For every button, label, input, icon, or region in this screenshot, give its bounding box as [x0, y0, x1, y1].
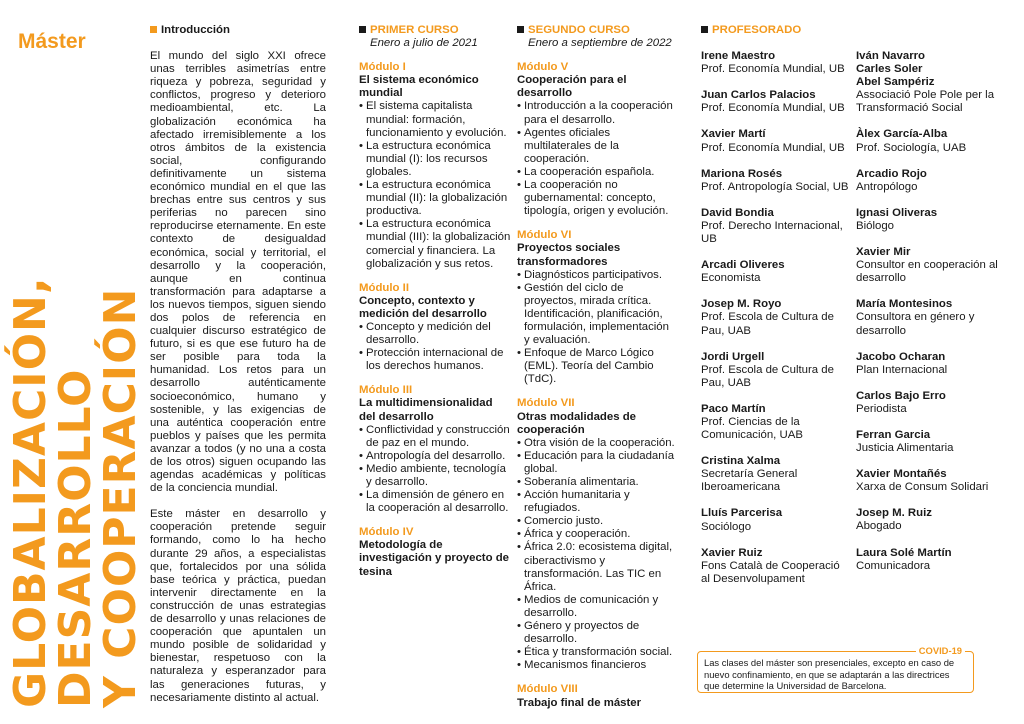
intro-paragraph-2: Este máster en desarrollo y cooperación pretende seguir formando, como lo ha hecho durante 29 años, a especialistas que, fortalecidos por una sólida base teórica y práctica, puedan intervenir directamente en la construcción de unas estrategias de desarrollo y unas relaciones de cooperación que apuntalen un mundo posible de solidaridad y bienestar, respetuoso con la naturaleza y esperanzador para las generaciones futuras, y necesariamente distinto al actual.	[150, 508, 326, 704]
module-item: • Diagnósticos participativos.	[517, 269, 675, 282]
professor-role: Prof. Ciencias de la Comunicación, UAB	[701, 415, 803, 442]
professor-role: Prof. Sociología, UAB	[856, 141, 967, 154]
profesorado-list-2	[856, 50, 1021, 573]
professor-entry	[701, 403, 851, 442]
module-item: • Enfoque de Marco Lógico (EML). Teoría del Cambio (TdC).	[517, 347, 675, 386]
primer-curso-modules	[359, 61, 511, 578]
primer-curso-heading	[359, 24, 511, 37]
professor-entry	[856, 507, 1021, 533]
professor-role: Consultora en género y desarrollo	[856, 311, 975, 337]
master-label: Máster	[18, 30, 86, 53]
module-item: • África 2.0: ecosistema digital, ciberactivismo y transformación. Las TIC en África.	[517, 541, 675, 593]
professor-entry	[701, 507, 851, 533]
module-item-list	[359, 321, 511, 373]
module-number: Módulo I	[359, 61, 406, 74]
vertical-title-line-1: GLOBALIZACIÓN,	[5, 276, 56, 708]
primer-curso-column	[359, 24, 511, 579]
module-title: Cooperación para el desarrollo	[517, 74, 627, 100]
vertical-title-line-3: Y COOPERACIÓN	[95, 287, 146, 708]
professor-name: Paco Martín	[701, 402, 766, 415]
intro-column	[150, 24, 326, 705]
primer-curso-heading-text: PRIMER CURSO	[370, 24, 459, 36]
professor-role: Economista	[701, 272, 761, 285]
intro-heading	[150, 24, 326, 37]
professor-role: Biólogo	[856, 219, 894, 232]
segundo-curso-period: Enero a septiembre de 2022	[528, 37, 672, 50]
module-number: Módulo IV	[359, 526, 414, 539]
professor-name: Arcadio Rojo	[856, 167, 927, 180]
module-item-list	[517, 100, 675, 218]
professor-entry	[701, 89, 851, 115]
segundo-curso-heading	[517, 24, 675, 37]
professor-entry	[701, 298, 851, 337]
professor-entry	[701, 547, 851, 586]
module-title: Trabajo final de máster	[517, 696, 642, 709]
module-number: Módulo II	[359, 281, 409, 294]
profesorado-heading-text: PROFESORADO	[712, 24, 802, 36]
professor-entry	[856, 351, 1021, 377]
professor-role: Prof. Economía Mundial, UB	[701, 141, 845, 154]
module-item-list	[517, 437, 675, 673]
module	[517, 683, 675, 709]
professor-entry	[856, 298, 1021, 337]
module-item: • Comercio justo.	[517, 515, 675, 528]
module-number: Módulo III	[359, 384, 413, 397]
module-item: • Gestión del ciclo de proyectos, mirada crítica. Identificación, planificación, formulación, implementación y evaluación.	[517, 282, 675, 347]
module-item: • África y cooperación.	[517, 528, 675, 541]
professor-entry	[701, 50, 851, 76]
professor-role: Prof. Antropología Social, UB	[701, 180, 849, 193]
module-item: • Medios de comunicación y desarrollo.	[517, 594, 675, 620]
square-bullet-icon	[150, 26, 157, 33]
professor-name: David Bondia	[701, 206, 774, 219]
covid-label: COVID-19	[916, 645, 965, 657]
profesorado-list-1	[701, 50, 851, 586]
module-item: • Medio ambiente, tecnología y desarrollo.	[359, 463, 511, 489]
module-title: Otras modalidades de cooperación	[517, 410, 637, 436]
module-item: • Género y proyectos de desarrollo.	[517, 620, 675, 646]
professor-role: Periodista	[856, 402, 907, 415]
module-item: • El sistema capitalista mundial: formación, funcionamiento y evolución.	[359, 100, 511, 139]
square-bullet-icon	[701, 26, 708, 33]
profesorado-heading	[701, 24, 851, 37]
module-item: • Mecanismos financieros	[517, 659, 675, 672]
professor-role: Consultor en cooperación al desarrollo	[856, 259, 998, 285]
professor-entry	[856, 390, 1021, 416]
module	[517, 229, 675, 386]
professor-role: Prof. Economía Mundial, UB	[701, 102, 845, 115]
professor-role: Sociólogo	[701, 520, 752, 533]
module-item: • La dimensión de género en la cooperación al desarrollo.	[359, 489, 511, 515]
professor-name: Iván Navarro Carles Soler Abel Sampériz	[856, 50, 935, 89]
segundo-curso-heading-text: SEGUNDO CURSO	[528, 24, 630, 36]
professor-entry	[856, 207, 1021, 233]
intro-heading-text: Introducción	[161, 24, 230, 36]
professor-name: Arcadi Oliveres	[701, 259, 785, 272]
module-item-list	[517, 269, 675, 387]
segundo-curso-modules	[517, 61, 675, 709]
module-number: Módulo VIII	[517, 683, 578, 696]
module-item: • Antropología del desarrollo.	[359, 450, 511, 463]
module	[517, 397, 675, 672]
professor-role: Abogado	[856, 520, 902, 533]
profesorado-column-2	[856, 50, 1021, 586]
module-title: Metodología de investigación y proyecto de tesina	[359, 539, 510, 578]
professor-name: Xavier Ruiz	[701, 546, 763, 559]
professor-role: Prof. Derecho Internacional, UB	[701, 219, 843, 246]
module	[359, 61, 511, 271]
professor-role: Xarxa de Consum Solidari	[856, 481, 989, 494]
professor-entry	[701, 455, 851, 494]
covid-notice-text: Las clases del máster son presenciales, excepto en caso de nuevo confinamiento, en que se adaptarán a las directrices que determine la Universidad de Barcelona.	[704, 657, 955, 692]
professor-entry	[701, 128, 851, 154]
professor-role: Associació Pole Pole per la Transformació Social	[856, 89, 995, 115]
module-title: Concepto, contexto y medición del desarrollo	[359, 294, 487, 320]
module	[517, 61, 675, 218]
professor-name: Juan Carlos Palacios	[701, 89, 816, 102]
module-title: Proyectos sociales transformadores	[517, 242, 621, 268]
module-item: • Conflictividad y construcción de paz en el mundo.	[359, 424, 511, 450]
professor-role: Fons Català de Cooperació al Desenvolupament	[701, 559, 840, 585]
professor-entry	[856, 50, 1021, 115]
profesorado-column-1	[701, 24, 851, 599]
professor-role: Prof. Escola de Cultura de Pau, UAB	[701, 363, 834, 389]
module-item-list	[359, 100, 511, 270]
professor-entry	[856, 128, 1021, 154]
professor-entry	[701, 351, 851, 390]
square-bullet-icon	[517, 26, 524, 33]
professor-name: Carlos Bajo Erro	[856, 389, 946, 402]
professor-entry	[701, 168, 851, 194]
professor-name: María Montesinos	[856, 298, 953, 311]
professor-name: Irene Maestro	[701, 50, 776, 63]
square-bullet-icon	[359, 26, 366, 33]
module-item: • Acción humanitaria y refugiados.	[517, 489, 675, 515]
professor-name: Xavier Mir	[856, 246, 911, 259]
professor-entry	[856, 168, 1021, 194]
professor-name: Jordi Urgell	[701, 350, 765, 363]
module-title: El sistema económico mundial	[359, 74, 479, 100]
module-item: • Agentes oficiales multilaterales de la cooperación.	[517, 127, 675, 166]
professor-role: Prof. Escola de Cultura de Pau, UAB	[701, 311, 834, 337]
segundo-curso-column	[517, 24, 675, 710]
module-item: • Introducción a la cooperación para el desarrollo.	[517, 100, 675, 126]
module-item: • Otra visión de la cooperación.	[517, 437, 675, 450]
professor-entry	[856, 547, 1021, 573]
professor-name: Ferran Garcia	[856, 428, 931, 441]
module-title: La multidimensionalidad del desarrollo	[359, 397, 493, 423]
professor-name: Ignasi Oliveras	[856, 206, 938, 219]
module-item: • La estructura económica mundial (I): los recursos globales.	[359, 140, 511, 179]
module-item: • Soberanía alimentaria.	[517, 476, 675, 489]
professor-name: Mariona Rosés	[701, 167, 783, 180]
professor-name: Àlex García-Alba	[856, 128, 948, 141]
module-item: • Educación para la ciudadanía global.	[517, 450, 675, 476]
module-item: • Concepto y medición del desarrollo.	[359, 321, 511, 347]
module-item-list	[359, 424, 511, 516]
module-item: • Ética y transformación social.	[517, 646, 675, 659]
module-item: • La cooperación española.	[517, 166, 675, 179]
module-number: Módulo VII	[517, 397, 575, 410]
module-item: • La estructura económica mundial (III): la globalización comercial y financiera. La globalización y sus retos.	[359, 218, 511, 270]
module-item: • Protección internacional de los derechos humanos.	[359, 347, 511, 373]
professor-name: Lluís Parcerisa	[701, 507, 783, 520]
professor-role: Plan Internacional	[856, 363, 948, 376]
vertical-title-line-2: DESARROLLO	[50, 368, 101, 708]
professor-name: Josep M. Royo	[701, 298, 782, 311]
professor-entry	[856, 246, 1021, 285]
module-item: • La cooperación no gubernamental: concepto, tipología, origen y evolución.	[517, 179, 675, 218]
covid-notice-box	[697, 645, 974, 693]
module	[359, 526, 511, 578]
module	[359, 282, 511, 374]
professor-entry	[856, 468, 1021, 494]
professor-name: Laura Solé Martín	[856, 546, 952, 559]
professor-name: Jacobo Ocharan	[856, 350, 946, 363]
professor-role: Comunicadora	[856, 559, 931, 572]
professor-name: Xavier Montañés	[856, 468, 947, 481]
module-item: • La estructura económica mundial (II): la globalización productiva.	[359, 179, 511, 218]
professor-name: Cristina Xalma	[701, 455, 781, 468]
intro-paragraph-1: El mundo del siglo XXI ofrece unas terribles asimetrías entre riqueza y pobreza, seguridad y conflictos, progreso y deterioro medioambiental, etc. La globalización económica ha afectado irremisiblemente a los otros ámbitos de la existencia social, configurando definitivamente un sistema económico mundial en el que las brechas entre sus centros y sus periferias no parecen sino reproducirse eternamente. En este contexto de desigualdad económica, social y territorial, el desarrollo y la cooperación, aunque en continua transformación para adaptarse a los nuevos tiempos, siguen siendo dos polos de referencia en cualquier discurso estratégico de futuro, si es que ese futuro ha de ser posible para toda la humanidad. Los retos para un desarrollo auténticamente socioeconómico, humano y sostenible, y las exigencias de una auténtica cooperación entre pueblos y países que les permita avanzar a todos (y no una a costa de los otros) siguen ocupando las agendas académicas y políticas de la conciencia mundial.	[150, 50, 326, 495]
professor-entry	[701, 207, 851, 246]
professor-role: Justicia Alimentaria	[856, 442, 954, 455]
professor-role: Antropólogo	[856, 180, 918, 193]
professor-entry	[856, 429, 1021, 455]
professor-role: Secretaría General Iberoamericana	[701, 468, 798, 494]
module	[359, 384, 511, 515]
professor-entry	[701, 259, 851, 285]
professor-role: Prof. Economía Mundial, UB	[701, 63, 845, 76]
module-number: Módulo VI	[517, 229, 572, 242]
professor-name: Josep M. Ruiz	[856, 507, 932, 520]
module-number: Módulo V	[517, 61, 569, 74]
professor-name: Xavier Martí	[701, 128, 766, 141]
primer-curso-period: Enero a julio de 2021	[370, 37, 478, 50]
vertical-title	[5, 276, 146, 708]
